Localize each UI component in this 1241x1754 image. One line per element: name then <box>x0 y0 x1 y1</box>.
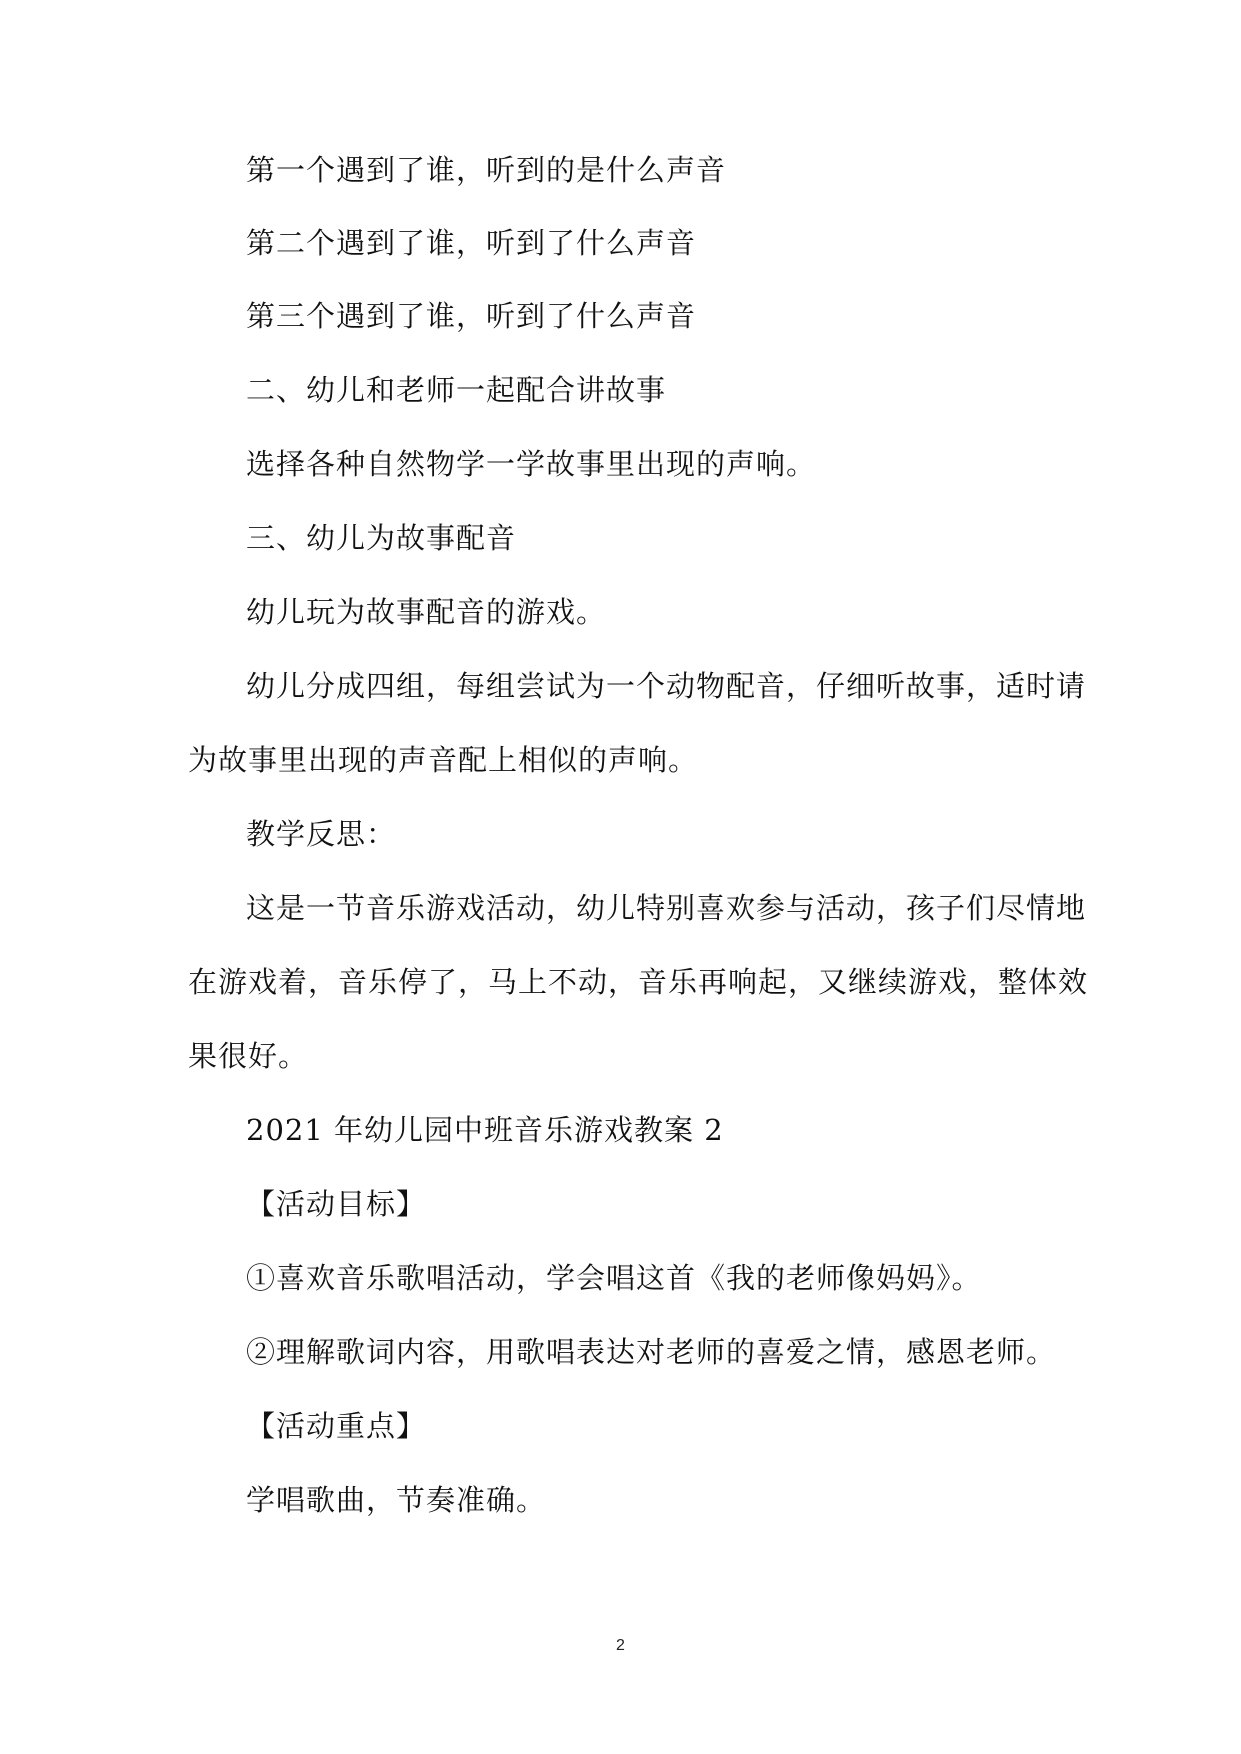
paragraph: 第二个遇到了谁，听到了什么声音 <box>246 226 697 260</box>
paragraph-line: 为故事里出现的声音配上相似的声响。 <box>188 743 699 777</box>
paragraph-line: 这是一节音乐游戏活动，幼儿特别喜欢参与活动，孩子们尽情地 <box>246 891 1087 925</box>
paragraph-line: 幼儿分成四组，每组尝试为一个动物配音，仔细听故事，适时请 <box>246 669 1087 703</box>
paragraph: 学唱歌曲，节奏准确。 <box>246 1483 547 1517</box>
section-heading: 教学反思： <box>246 817 397 851</box>
section-heading: 【活动目标】 <box>246 1187 427 1221</box>
section-heading: 【活动重点】 <box>246 1409 427 1443</box>
paragraph: ①喜欢音乐歌唱活动，学会唱这首《我的老师像妈妈》。 <box>246 1261 982 1295</box>
paragraph-line: 果很好。 <box>188 1039 309 1073</box>
paragraph: 选择各种自然物学一学故事里出现的声响。 <box>246 447 817 481</box>
section-heading: 二、幼儿和老师一起配合讲故事 <box>246 373 667 407</box>
paragraph: ②理解歌词内容，用歌唱表达对老师的喜爱之情，感恩老师。 <box>246 1335 1057 1369</box>
paragraph: 幼儿玩为故事配音的游戏。 <box>246 595 607 629</box>
section-heading: 三、幼儿为故事配音 <box>246 521 517 555</box>
document-subtitle: 2021 年幼儿园中班音乐游戏教案 2 <box>246 1113 724 1147</box>
paragraph-line: 在游戏着，音乐停了，马上不动，音乐再响起，又继续游戏，整体效 <box>188 965 1089 999</box>
paragraph: 第三个遇到了谁，听到了什么声音 <box>246 299 697 333</box>
page-number: 2 <box>616 1637 625 1654</box>
paragraph: 第一个遇到了谁，听到的是什么声音 <box>246 153 727 187</box>
